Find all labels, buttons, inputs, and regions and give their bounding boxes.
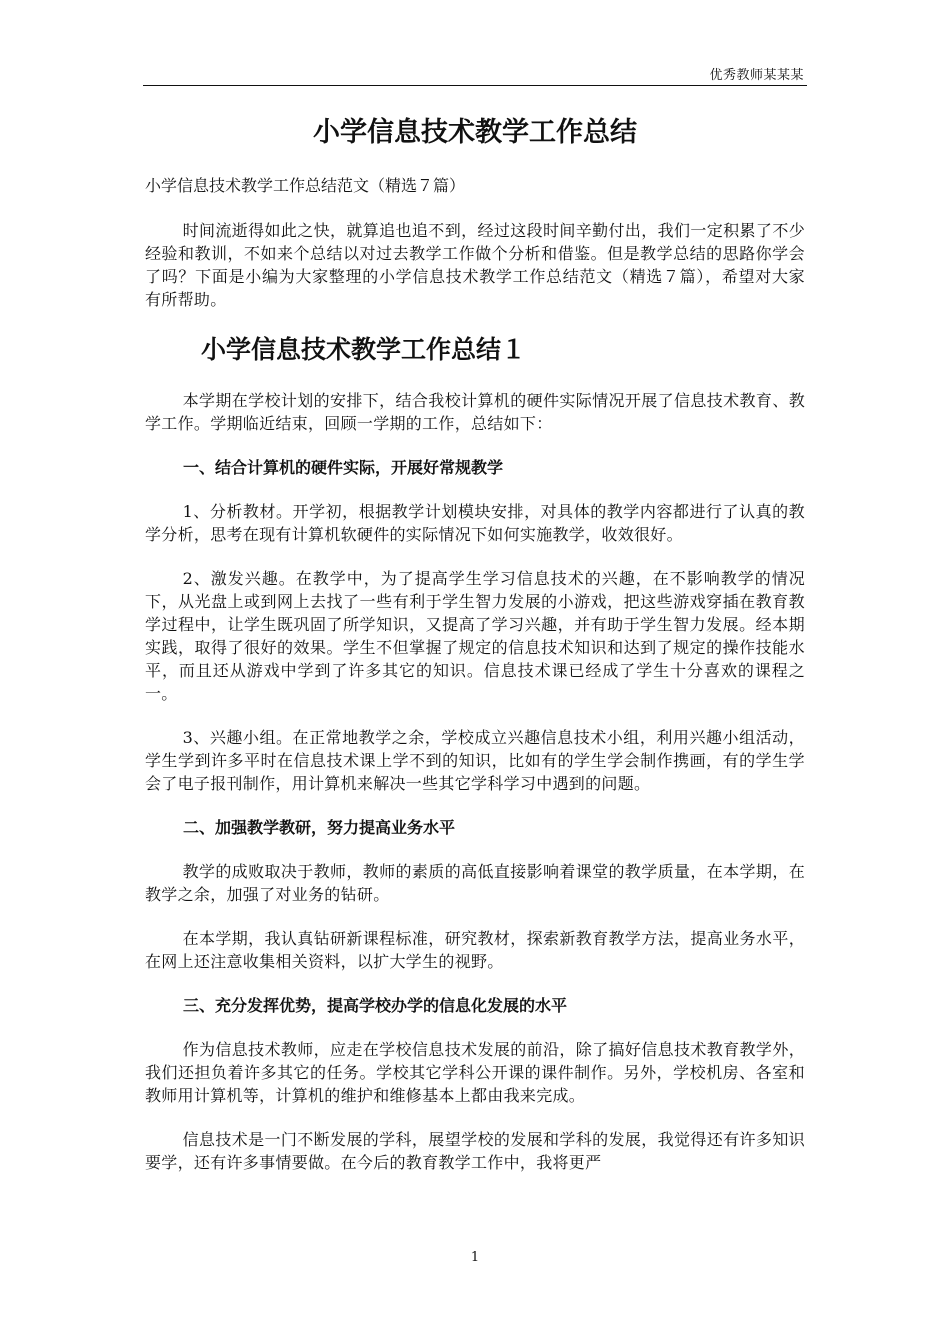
subheading-2: 二、加强教学教研，努力提高业务水平	[183, 818, 456, 837]
section-title: 小学信息技术教学工作总结１	[201, 335, 527, 364]
document-subtitle: 小学信息技术教学工作总结范文（精选７篇）	[145, 176, 466, 195]
page-header-author: 优秀教师某某某	[709, 68, 804, 83]
page-number: 1	[470, 1250, 480, 1265]
paragraph-outlook: 信息技术是一门不断发展的学科，展望学校的发展和学科的发展，我觉得还有许多知识要学，还有许多事情要做。在今后的教育教学工作中，我将更严	[145, 1130, 805, 1172]
document-title: 小学信息技术教学工作总结	[313, 117, 637, 148]
document-body	[145, 114, 805, 1195]
intro-paragraph: 时间流逝得如此之快，就算追也追不到，经过这段时间辛勤付出，我们一定积累了不少经验和教训，不如来个总结以对过去教学工作做个分析和借鉴。但是教学总结的思路你学会了吗？下面是小编为大家整理的小学信息技术教学工作总结范文（精选７篇），希望对大家有所帮助。	[145, 221, 805, 309]
paragraph-teaching-quality: 教学的成败取决于教师，教师的素质的高低直接影响着课堂的教学质量，在本学期，在教学之余，加强了对业务的钻研。	[145, 862, 805, 904]
subheading-3: 三、充分发挥优势，提高学校办学的信息化发展的水平	[183, 996, 568, 1015]
subheading-1: 一、结合计算机的硬件实际，开展好常规教学	[183, 458, 504, 477]
paragraph-it-teacher-role: 作为信息技术教师，应走在学校信息技术发展的前沿，除了搞好信息技术教育教学外，我们还担负着许多其它的任务。学校其它学科公开课的课件制作。另外，学校机房、各室和教师用计算机等，计算机的维护和维修基本上都由我来完成。	[145, 1040, 805, 1105]
paragraph-analyze-materials: 1、分析教材。开学初，根据教学计划模块安排，对具体的教学内容都进行了认真的教学分析，思考在现有计算机软硬件的实际情况下如何实施教学，收效很好。	[145, 502, 805, 544]
header-divider	[143, 85, 807, 86]
paragraph-interest-group: 3、兴趣小组。在正常地教学之余，学校成立兴趣信息技术小组，利用兴趣小组活动，学生学到许多平时在信息技术课上学不到的知识，比如有的学生学会制作携画，有的学生学会了电子报刊制作，用计算机来解决一些其它学科学习中遇到的问题。	[145, 728, 805, 793]
section-intro-paragraph: 本学期在学校计划的安排下，结合我校计算机的硬件实际情况开展了信息技术教育、教学工作。学期临近结束，回顾一学期的工作，总结如下：	[145, 391, 805, 433]
paragraph-stimulate-interest: 2、激发兴趣。在教学中，为了提高学生学习信息技术的兴趣，在不影响教学的情况下，从光盘上或到网上去找了一些有利于学生智力发展的小游戏，把这些游戏穿插在教育教学过程中，让学生既巩固了所学知识，又提高了学习兴趣，并有助于学生智力发展。经本期实践，取得了很好的效果。学生不但掌握了规定的信息技术知识和达到了规定的操作技能水平，而且还从游戏中学到了许多其它的知识。信息技术课已经成了学生十分喜欢的课程之一。	[145, 569, 805, 703]
paragraph-curriculum-study: 在本学期，我认真钻研新课程标准，研究教材，探索新教育教学方法，提高业务水平，在网上还注意收集相关资料，以扩大学生的视野。	[145, 929, 805, 971]
